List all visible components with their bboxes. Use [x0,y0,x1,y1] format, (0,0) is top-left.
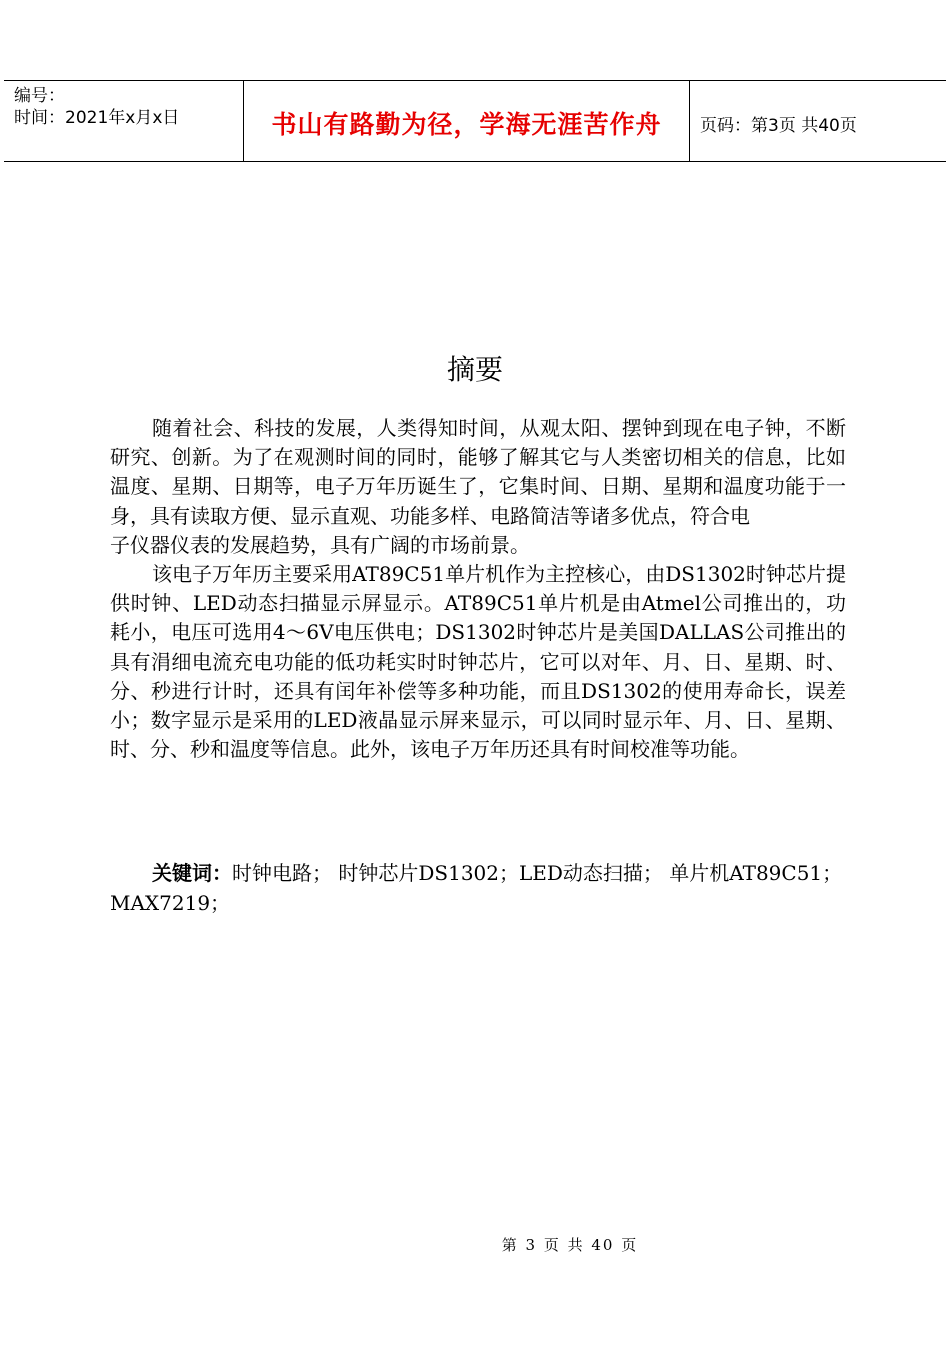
header-meta [4,81,244,161]
page-label: 页码：第3页 共40页 [700,115,857,136]
abstract-body [110,414,846,764]
keywords-label: 关键词： [152,861,232,885]
abstract-paragraph-1-tail: 子仪器仪表的发展趋势，具有广阔的市场前景。 [110,532,530,557]
abstract-paragraph-1: 随着社会、科技的发展，人类得知时间，从观太阳、摆钟到现在电子钟，不断研究、创新。为了在观测时间的同时，能够了解其它与人类密切相关的信息，比如温度、星期、日期等，电子万年历诞生了，它集时间、日期、星期和温度功能于一身，具有读取方便、显示直观、功能多样、电路简洁等诸多优点，符合电 [110,416,846,528]
abstract-paragraph-2: 该电子万年历主要采用AT89C51单片机作为主控核心，由DS1302时钟芯片提供时钟、LED动态扫描显示屏显示。AT89C51单片机是由Atmel公司推出的，功耗小，电压可选用4～6V电压供电；DS1302时钟芯片是美国DALLAS公司推出的具有涓细电流充电功能的低功耗实时时钟芯片，它可以对年、月、日、星期、时、分、秒进行计时，还具有闰年补偿等多种功能，而且DS1302的使用寿命长，误差小；数字显示是采用的LED液晶显示屏来显示，可以同时显示年、月、日、星期、时、分、秒和温度等信息。此外，该电子万年历还具有时间校准等功能。 [110,562,846,762]
keywords-text: 时钟电路； 时钟芯片DS1302；LED动态扫描； 单片机AT89C51；MAX7219； [110,861,843,915]
keywords [110,858,846,918]
motto: 书山有路勤为径，学海无涯苦作舟 [271,110,662,139]
page-header [4,80,946,162]
page-footer: 第 3 页 共 40 页 [501,1236,639,1254]
number-label: 编号： [14,86,65,106]
header-motto-cell [244,81,690,161]
time-label: 时间：2021年x月x日 [14,108,180,128]
page-title: 摘要 [446,353,503,386]
header-page-cell [690,81,946,161]
